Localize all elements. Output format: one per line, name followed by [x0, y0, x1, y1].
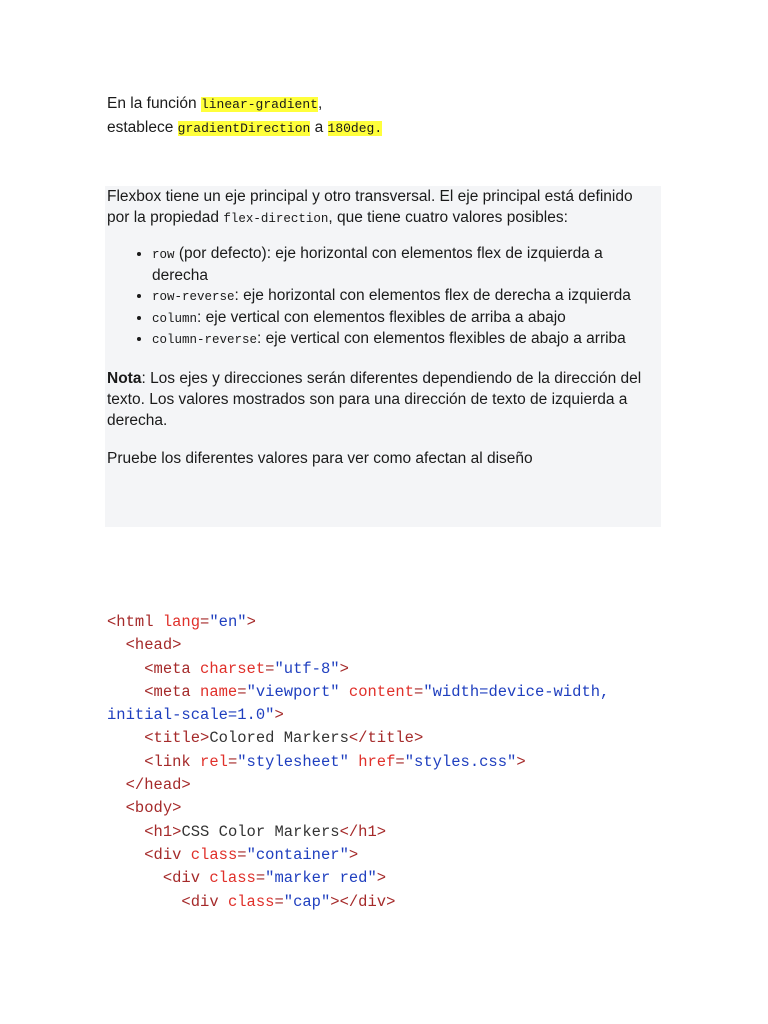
note-label: Nota: [107, 369, 142, 387]
list-item: [152, 286, 657, 308]
code-token: <body>: [125, 799, 182, 818]
code-token: [107, 753, 144, 771]
try-values-paragraph: Pruebe los diferentes valores para ver como afectan al diseño: [107, 449, 533, 467]
code-token: "styles.css": [404, 752, 517, 771]
code-token: =: [200, 613, 210, 631]
code-token: [107, 729, 144, 747]
flexbox-description: [107, 186, 657, 230]
code-token: [107, 869, 163, 887]
code-flex-direction: flex-direction: [223, 212, 329, 226]
intro-text: ,: [317, 95, 323, 112]
code-token: [349, 753, 358, 771]
code-token: <div: [144, 845, 191, 864]
code-token: class: [227, 892, 275, 911]
code-token: =: [265, 659, 275, 678]
code-line: [107, 844, 609, 867]
code-token: "width=device-width,: [423, 682, 610, 701]
code-token: </h1>: [339, 822, 387, 841]
code-line: [107, 821, 609, 844]
code-line: [107, 704, 609, 727]
code-token: >: [348, 845, 359, 864]
code-token: charset: [200, 659, 266, 678]
code-line: [107, 634, 609, 657]
code-line: [107, 727, 609, 750]
list-item: [152, 329, 657, 351]
code-token: =: [414, 682, 424, 701]
code-token: [107, 683, 144, 701]
code-line: [107, 611, 609, 634]
flexbox-info-panel: [105, 186, 661, 527]
flex-direction-values-list: [107, 244, 657, 351]
code-token: CSS Color Markers: [181, 822, 340, 841]
intro-line-2: [107, 116, 382, 140]
code-token: class: [209, 869, 256, 888]
code-token: <html: [107, 613, 163, 631]
code-token: <div: [181, 892, 228, 911]
code-token: =: [237, 682, 247, 701]
code-token: [107, 893, 181, 911]
description-text: , que tiene cuatro valores posibles:: [328, 209, 568, 226]
code-token: [107, 660, 144, 678]
code-token: >: [376, 869, 387, 888]
code-line: [107, 681, 609, 704]
intro-line-1: [107, 92, 382, 116]
code-token: ></div>: [330, 892, 396, 911]
code-token: "utf-8": [274, 659, 340, 678]
value-description: : eje vertical con elementos flexibles de arriba a abajo: [197, 308, 566, 326]
code-token: href: [358, 752, 396, 771]
note-paragraph: [107, 368, 657, 431]
code-token: [107, 636, 126, 654]
code-token: class: [190, 845, 238, 864]
list-item: [152, 308, 657, 330]
code-token: >: [274, 706, 284, 725]
code-token: <meta: [144, 659, 201, 678]
code-token: <link: [144, 752, 201, 771]
code-token: name: [200, 682, 238, 701]
value-description: : eje vertical con elementos flexibles de abajo a arriba: [257, 330, 626, 347]
code-token: "stylesheet": [237, 752, 349, 771]
code-token: [107, 823, 144, 841]
code-gradient-direction: gradientDirection: [177, 121, 311, 136]
intro-paragraph: [107, 92, 382, 140]
value-code: column: [152, 311, 198, 326]
code-line: [107, 774, 609, 797]
code-token: </title>: [348, 729, 424, 748]
code-token: >: [339, 659, 349, 678]
code-token: </head>: [125, 776, 191, 795]
code-180deg: 180deg: [327, 121, 375, 136]
code-token: "cap": [283, 892, 331, 911]
intro-text: a: [310, 119, 328, 136]
code-token: =: [255, 869, 266, 888]
code-token: initial-scale=1.0": [107, 706, 275, 725]
code-token: <title>: [144, 729, 210, 748]
intro-text: En la función: [107, 95, 201, 112]
code-line: [107, 751, 609, 774]
code-token: >: [246, 613, 256, 631]
code-line: [107, 891, 609, 914]
code-token: =: [237, 845, 247, 864]
intro-text: .: [374, 121, 383, 136]
code-token: <div: [162, 869, 210, 888]
code-token: [340, 683, 349, 701]
value-description: (por defecto): eje horizontal con elementos flex de izquierda a derecha: [152, 245, 603, 284]
html-code-block: [107, 611, 609, 914]
code-token: =: [274, 892, 284, 911]
code-token: "en": [209, 613, 247, 631]
code-token: >: [516, 752, 526, 771]
value-code: row-reverse: [152, 290, 235, 304]
note-text: : Los ejes y direcciones serán diferentes dependiendo de la dirección del texto. Los valores mostrados son para una dirección de texto de izquierda a derecha.: [107, 369, 642, 429]
code-token: rel: [200, 752, 228, 771]
code-token: =: [227, 752, 238, 771]
code-token: content: [348, 682, 415, 701]
code-token: "container": [246, 845, 349, 864]
code-token: lang: [162, 613, 201, 631]
code-line: [107, 867, 609, 890]
code-token: "viewport": [246, 682, 340, 701]
code-token: [107, 846, 144, 864]
code-token: [107, 799, 126, 817]
code-linear-gradient: linear-gradient: [200, 97, 318, 112]
code-token: "marker red": [265, 869, 377, 888]
list-item: [152, 244, 657, 286]
code-token: <h1>: [144, 822, 182, 841]
intro-text: establece: [107, 119, 178, 136]
value-code: column-reverse: [152, 333, 258, 347]
code-line: [107, 797, 609, 820]
code-token: [107, 776, 126, 794]
value-code: row: [152, 248, 175, 262]
code-token: Colored Markers: [209, 729, 349, 748]
code-line: [107, 658, 609, 681]
code-token: <meta: [144, 682, 201, 701]
description-text: Flexbox tiene un eje principal y otro transversal. El eje principal está definido por la propiedad: [107, 188, 633, 226]
value-description: : eje horizontal con elementos flex de derecha a izquierda: [234, 287, 631, 304]
code-token: <head>: [125, 636, 182, 655]
code-token: =: [395, 752, 405, 771]
